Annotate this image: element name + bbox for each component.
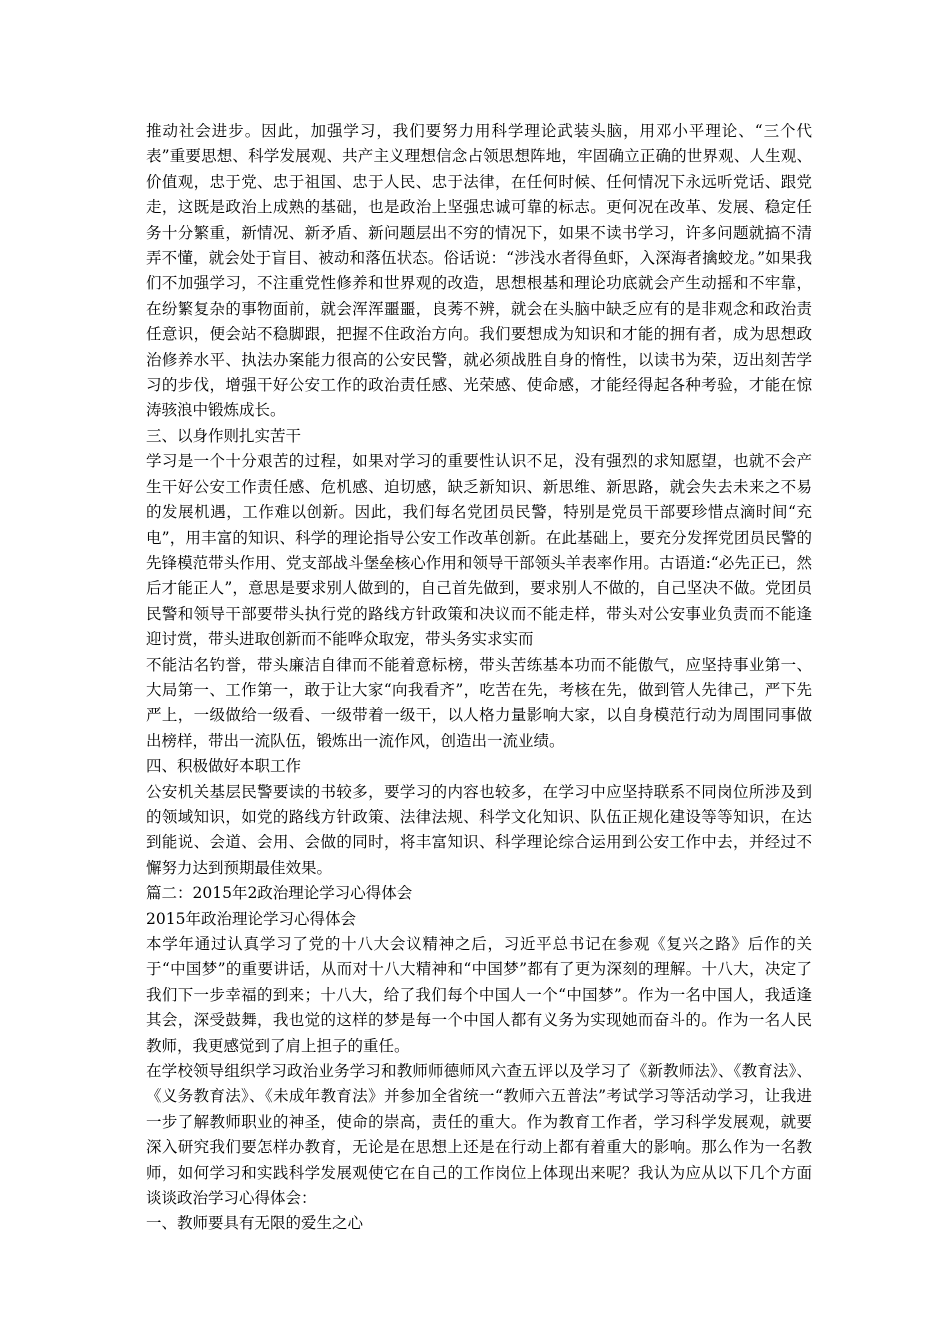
paragraph-china-dream: 本学年通过认真学习了党的十八大会议精神之后，习近平总书记在参观《复兴之路》后作的关于“中国梦”的重要讲话，从而对十八大精神和“中国梦”都有了更为深刻的理解。十八大，决定了我们下一步幸福的到来；十八大，给了我们每个中国人一个“中国梦”。作为一名中国人，我适逢其会，深受鼓舞，我也觉的这样的梦是每一个中国人都有义务为实现她而奋斗的。作为一名人民教师，我更感觉到了肩上担子的重任。 [146,935,812,1055]
paragraph-do-job-well: 公安机关基层民警要读的书较多，要学习的内容也较多，在学习中应坚持联系不同岗位所涉及到的领域知识，如党的路线方针政策、法律法规、科学文化知识、队伍正规化建设等等知识，在达到能说、会道、会用、会做的同时，将丰富知识、科学理论综合运用到公安工作中去，并经过不懈努力达到预期最佳效果。 [146,782,812,877]
paragraph-lead-by-example: 学习是一个十分艰苦的过程，如果对学习的重要性认识不足，没有强烈的求知愿望，也就不会产生干好公安工作责任感、危机感、迫切感，缺乏新知识、新思维、新思路，就会失去未来之不易的发展机遇，工作难以创新。因此，我们每名党团员民警，特别是党员干部要珍惜点滴时间“充电”，用丰富的知识、科学的理论指导公安工作改革创新。在此基础上，要充分发挥党团员民警的先锋模范带头作用、党支部战斗堡垒核心作用和领导干部领头羊表率作用。古语道:“必先正已，然后才能正人”，意思是要求别人做到的，自己首先做到，要求别人不做的，自己坚决不做。党团员民警和领导干部要带头执行党的路线方针政策和决议而不能走样，带头对公安事业负责而不能逢迎讨赏，带头进取创新而不能哗众取宠，带头务实求实而 [146,452,812,649]
section-heading-4: 四、积极做好本职工作 [146,757,302,776]
document-page [146,119,812,1237]
paragraph-lead-by-example-cont: 不能沽名钓誉，带头廉洁自律而不能着意标榜，带头苦练基本功而不能傲气，应坚持事业第一、大局第一、工作第一，敢于让大家“向我看齐”，吃苦在先，考核在先，做到管人先律己，严下先严上，一级做给一级看、一级带着一级干，以人格力量影响大家，以自身模范行动为周围同事做出榜样，带出一流队伍，锻炼出一流作风，创造出一流业绩。 [146,655,812,750]
paragraph-teacher-study: 在学校领导组织学习政治业务学习和教师师德师风六查五评以及学习了《新教师法》、《教育法》、《义务教育法》、《未成年教育法》并参加全省统一“教师六五普法”考试学习等活动学习，让我进一步了解教师职业的神圣，使命的崇高，责任的重大。作为教育工作者，学习科学发展观，就要深入研究我们要怎样办教育，无论是在思想上还是在行动上都有着重大的影响。那么作为一名教师，如何学习和实践科学发展观使它在自己的工作岗位上体现出来呢？我认为应从以下几个方面谈谈政治学习心得体会： [146,1062,812,1208]
section-heading-1-love-students: 一、教师要具有无限的爱生之心 [146,1214,364,1233]
section-heading-3: 三、以身作则扎实苦干 [146,426,302,445]
article-2-title: 2015年政治理论学习心得体会 [146,909,356,928]
article-2-label: 篇二：2015年2政治理论学习心得体会 [146,884,413,903]
paragraph-study-importance: 推动社会进步。因此，加强学习，我们要努力用科学理论武装头脑，用邓小平理论、“三个代表”重要思想、科学发展观、共产主义理想信念占领思想阵地，牢固确立正确的世界观、人生观、价值观，忠于党、忠于祖国、忠于人民、忠于法律，在任何时候、任何情况下永远听党话、跟党走，这既是政治上成熟的基础，也是政治上坚强忠诚可靠的标志。更何况在改革、发展、稳定任务十分繁重，新情况、新矛盾、新问题层出不穷的情况下，如果不读书学习，许多问题就搞不清弄不懂，就会处于盲目、被动和落伍状态。俗话说：“涉浅水者得鱼虾，入深海者擒蛟龙。”如果我们不加强学习，不注重党性修养和世界观的改造，思想根基和理论功底就会产生动摇和不牢靠，在纷繁复杂的事物面前，就会浑浑噩噩，良莠不辨，就会在头脑中缺乏应有的是非观念和政治责任意识，便会站不稳脚跟，把握不住政治方向。我们要想成为知识和才能的拥有者，成为思想政治修养水平、执法办案能力很高的公安民警，就必须战胜自身的惰性，以读书为荣，迈出刻苦学习的步伐，增强干好公安工作的政治责任感、光荣感、使命感，才能经得起各种考验，才能在惊涛骇浪中锻炼成长。 [146,122,812,420]
